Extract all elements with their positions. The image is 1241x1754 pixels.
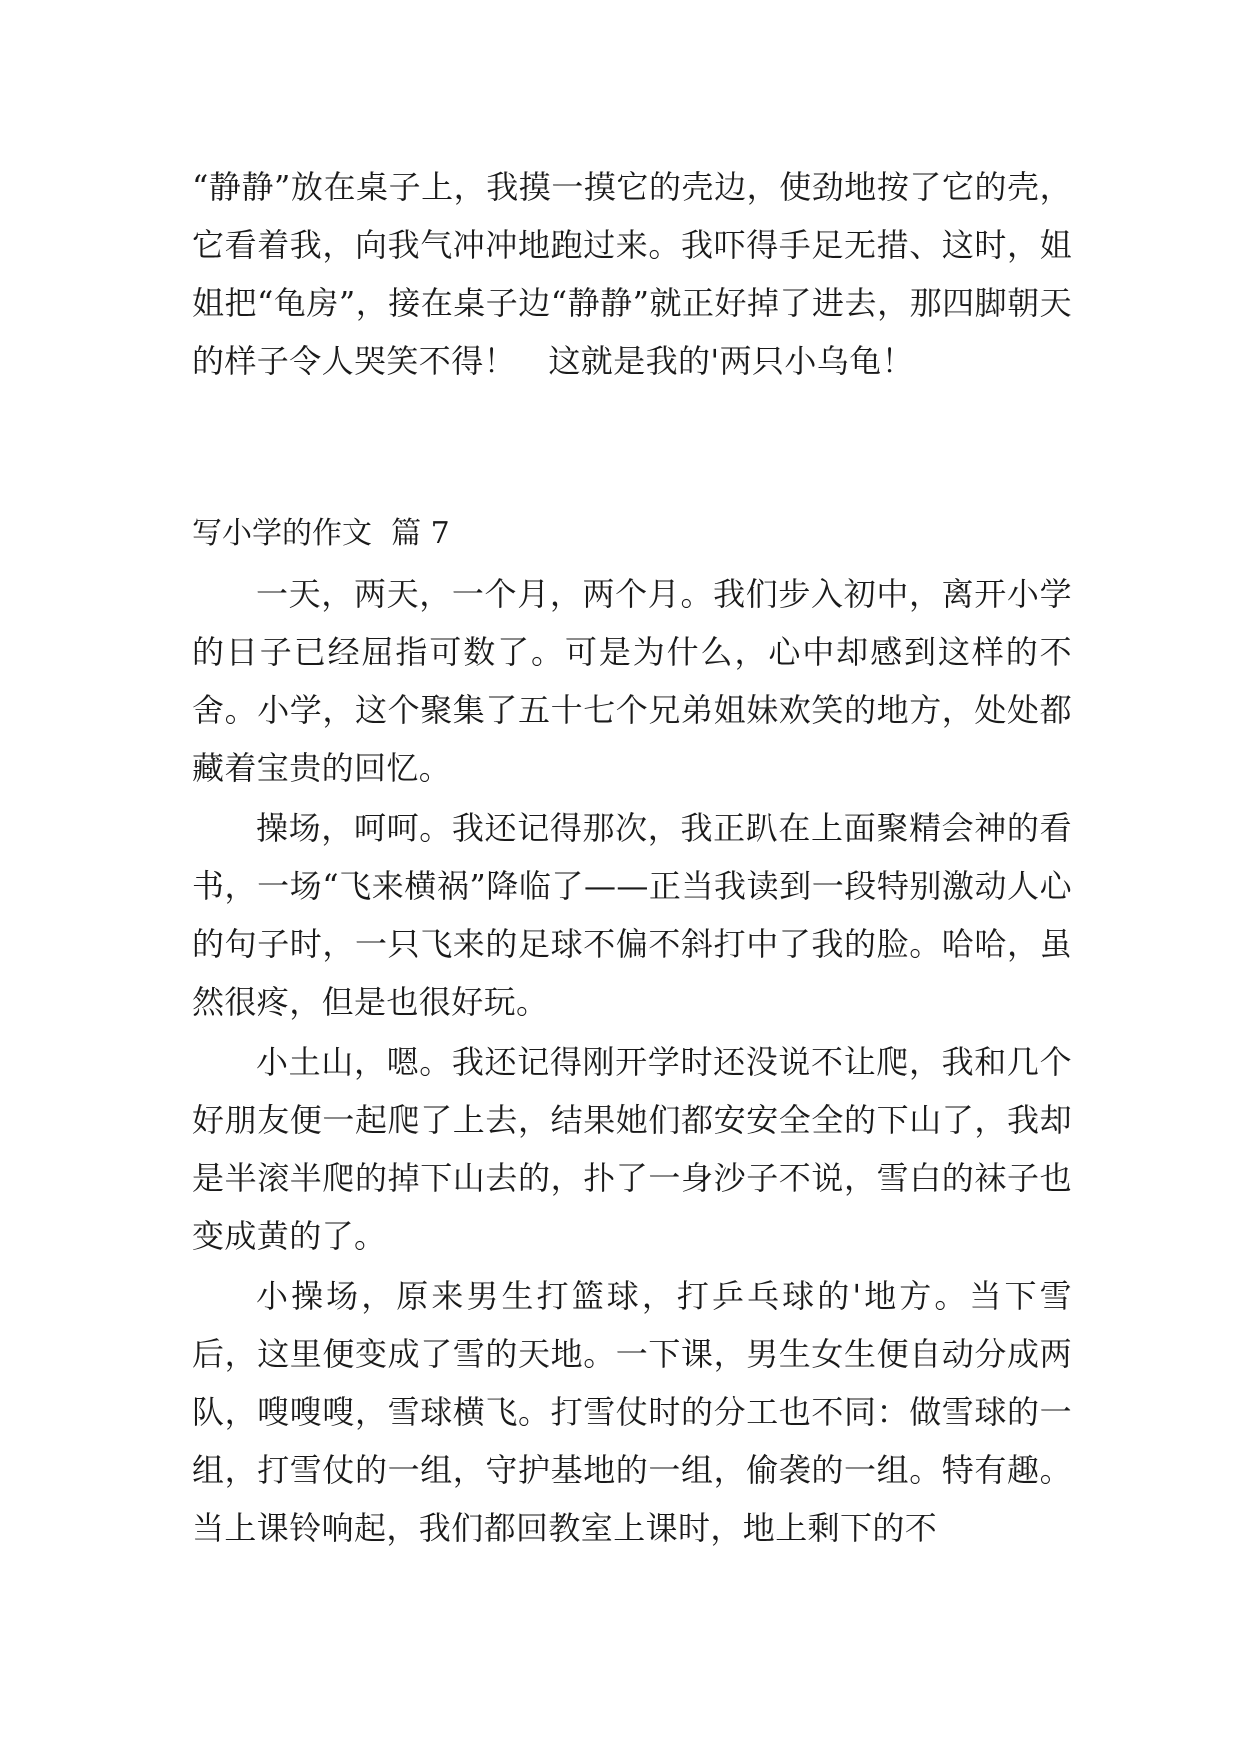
intro-paragraph: “静静”放在桌子上，我摸一摸它的壳边，使劲地按了它的壳，它看着我，向我气冲冲地跑过来。我吓得手足无措、这时，姐姐把“龟房”，接在桌子边“静静”就正好掉了进去，那四脚朝天的样子令人哭笑不得！ 这就是我的'两只小乌龟！ [192, 168, 1072, 380]
essay-paragraph-2: 操场，呵呵。我还记得那次，我正趴在上面聚精会神的看书，一场“飞来横祸”降临了——正当我读到一段特别激动人心的句子时，一只飞来的足球不偏不斜打中了我的脸。哈哈，虽然很疼，但是也很好玩。 [192, 809, 1072, 1021]
essay-paragraph-3: 小土山，嗯。我还记得刚开学时还没说不让爬，我和几个好朋友便一起爬了上去，结果她们都安安全全的下山了，我却是半滚半爬的掉下山去的，扑了一身沙子不说，雪白的袜子也变成黄的了。 [192, 1043, 1072, 1255]
essay-paragraph-4: 小操场，原来男生打篮球，打乒乓球的'地方。当下雪后，这里便变成了雪的天地。一下课，男生女生便自动分成两队，嗖嗖嗖，雪球横飞。打雪仗时的分工也不同：做雪球的一组，打雪仗的一组，守护基地的一组，偷袭的一组。特有趣。当上课铃响起，我们都回教室上课时，地上剩下的不 [192, 1277, 1072, 1547]
essay-paragraph-1: 一天，两天，一个月，两个月。我们步入初中，离开小学的日子已经屈指可数了。可是为什么，心中却感到这样的不舍。小学，这个聚集了五十七个兄弟姐妹欢笑的地方，处处都藏着宝贵的回忆。 [192, 575, 1072, 787]
section-title: 写小学的作文 篇 7 [192, 516, 450, 551]
essay-body [192, 565, 1072, 1559]
intro-text-block [192, 158, 1072, 392]
